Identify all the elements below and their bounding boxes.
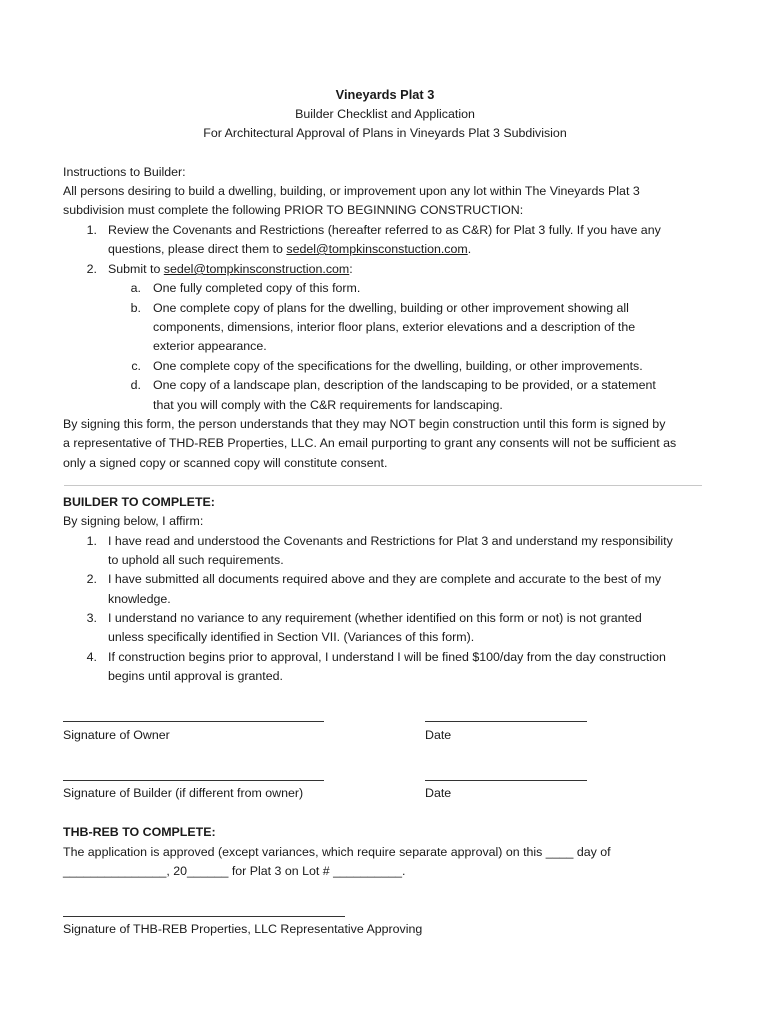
- affirm-item4-line1: If construction begins prior to approval, I understand I will be fined $100/day from the day construction: [108, 650, 666, 664]
- affirm-item1-line1: I have read and understood the Covenants and Restrictions for Plat 3 and understand my responsibility: [108, 534, 673, 548]
- owner-signature-label: Signature of Owner: [63, 728, 170, 742]
- instructions-item1-suffix: .: [467, 242, 472, 256]
- approver-signature-line[interactable]: [63, 916, 345, 917]
- document-subtitle: Builder Checklist and Application: [295, 107, 475, 121]
- approval-section-heading: THB-REB TO COMPLETE:: [63, 825, 216, 839]
- closing-line1: By signing this form, the person understands that they may NOT begin construction until this form is signed by: [63, 417, 666, 431]
- document-subtitle-2: For Architectural Approval of Plans in Vineyards Plat 3 Subdivision: [203, 126, 567, 140]
- owner-date-line[interactable]: [425, 721, 587, 722]
- owner-date-label: Date: [425, 728, 452, 742]
- email-link-1[interactable]: sedel@tompkinsconstuction.com: [286, 242, 468, 256]
- affirm-item1-line2: to uphold all such requirements.: [108, 553, 284, 567]
- instructions-item1-line1: Review the Covenants and Restrictions (hereafter referred to as C&R) for Plat 3 fully. If you have any: [108, 223, 661, 237]
- instructions-heading: Instructions to Builder:: [63, 165, 186, 179]
- sub-item-d-line2: that you will comply with the C&R requirements for landscaping.: [153, 398, 503, 412]
- builder-signature-label: Signature of Builder (if different from owner): [63, 786, 304, 800]
- instructions-intro-line1: All persons desiring to build a dwelling, building, or improvement upon any lot within The Vineyards Plat 3: [63, 184, 640, 198]
- affirm-item3-line1: I understand no variance to any requirement (whether identified on this form or not) is not granted: [108, 611, 642, 625]
- affirm-item2-number: 2.: [86, 572, 97, 586]
- builder-intro: By signing below, I affirm:: [63, 514, 204, 528]
- builder-section-heading: BUILDER TO COMPLETE:: [63, 495, 215, 509]
- closing-line3: only a signed copy or scanned copy will constitute consent.: [63, 456, 388, 470]
- document-title: Vineyards Plat 3: [335, 87, 435, 102]
- sub-item-c-label: c.: [131, 359, 141, 373]
- email-link-2[interactable]: sedel@tompkinsconstruction.com: [163, 262, 350, 276]
- sub-item-d-line1: One copy of a landscape plan, description of the landscaping to be provided, or a statement: [153, 378, 656, 392]
- builder-date-label: Date: [425, 786, 452, 800]
- instructions-item1-text: questions, please direct them to: [108, 242, 287, 256]
- affirm-item3-number: 3.: [86, 611, 97, 625]
- builder-date-line[interactable]: [425, 780, 587, 781]
- instructions-item2-line: [108, 260, 353, 279]
- closing-line2: a representative of THD-REB Properties, LLC. An email purporting to grant any consents will not be sufficient as: [63, 436, 677, 450]
- affirm-item2-line1: I have submitted all documents required above and they are complete and accurate to the best of my: [108, 572, 662, 586]
- approver-signature-label: Signature of THB-REB Properties, LLC Representative Approving: [63, 922, 423, 936]
- sub-item-b-line1: One complete copy of plans for the dwelling, building or other improvement showing all: [153, 301, 629, 315]
- sub-item-b-line2: components, dimensions, interior floor plans, exterior elevations and a description of the: [153, 320, 636, 334]
- sub-item-b-label: b.: [130, 301, 141, 315]
- instructions-item1-line2: [108, 240, 471, 259]
- section-divider: [64, 485, 702, 486]
- instructions-item1-number: 1.: [86, 223, 97, 237]
- affirm-item3-line2: unless specifically identified in Section VII. (Variances of this form).: [108, 630, 475, 644]
- instructions-intro-line2: subdivision must complete the following PRIOR TO BEGINNING CONSTRUCTION:: [63, 203, 524, 217]
- owner-signature-line[interactable]: [63, 721, 324, 722]
- approval-line2: _______________, 20______ for Plat 3 on Lot # __________.: [63, 864, 406, 878]
- approval-line1: The application is approved (except variances, which require separate approval) on this ____ day of: [63, 845, 611, 859]
- sub-item-d-label: d.: [130, 378, 141, 392]
- affirm-item4-number: 4.: [86, 650, 97, 664]
- affirm-item1-number: 1.: [86, 534, 97, 548]
- instructions-item2-suffix: :: [349, 262, 353, 276]
- affirm-item4-line2: begins until approval is granted.: [108, 669, 283, 683]
- affirm-item2-line2: knowledge.: [108, 592, 171, 606]
- sub-item-a-text: One fully completed copy of this form.: [153, 281, 361, 295]
- sub-item-a-label: a.: [130, 281, 141, 295]
- instructions-item2-text: Submit to: [108, 262, 164, 276]
- sub-item-b-line3: exterior appearance.: [153, 339, 267, 353]
- sub-item-c-text: One complete copy of the specifications for the dwelling, building, or other improvements.: [153, 359, 643, 373]
- builder-signature-line[interactable]: [63, 780, 324, 781]
- instructions-item2-number: 2.: [86, 262, 97, 276]
